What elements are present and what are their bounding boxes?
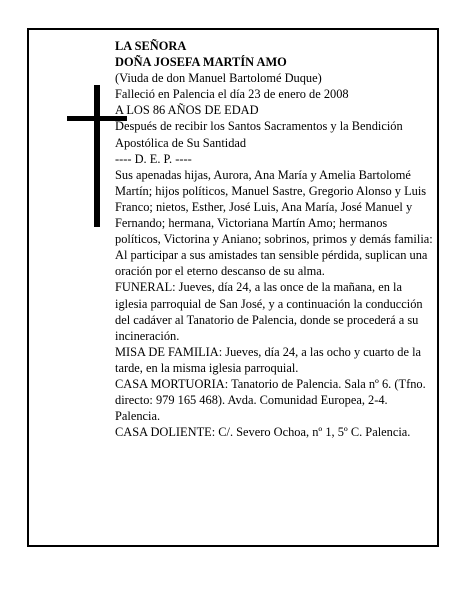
death-date: Falleció en Palencia el día 23 de enero de 2008 — [115, 87, 349, 102]
mourning-house-info: CASA DOLIENTE: C/. Severo Ochoa, nº 1, 5º C. Palencia. — [115, 425, 411, 440]
funeral-info: FUNERAL: Jueves, día 24, a las once de la mañana, en la iglesia parroquial de San José, y a continuación la conducción del cadáver al Tanatorio de Palencia, donde se procederá a su incineración. — [115, 280, 423, 343]
family-list: Sus apenadas hijas, Aurora, Ana María y Amelia Bartolomé Martín; hijos políticos, Manuel Sastre, Gregorio Alonso y Luis Franco; nietos, Esther, José Luis, Ana María, José Manuel y Fernando; hermana, Victoriana Martín Amo; hermanos políticos, Victorina y Aniano; sobrinos, primos y demás familia: — [115, 167, 433, 247]
sacraments-line: Después de recibir los Santos Sacramentos y la Bendición Apostólica de Su Santidad — [115, 119, 403, 150]
deceased-name: DOÑA JOSEFA MARTÍN AMO — [115, 55, 287, 70]
prayer-request: Al participar a sus amistades tan sensible pérdida, suplican una oración por el eterno descanso de su alma. — [115, 248, 428, 279]
widow-of: (Viuda de don Manuel Bartolomé Duque) — [115, 71, 322, 86]
funeral-home-info: CASA MORTUORIA: Tanatorio de Palencia. Sala nº 6. (Tfno. directo: 979 165 468). Avda. Comunidad Europea, 2-4. Palencia. — [115, 376, 426, 424]
cross-icon — [94, 85, 100, 227]
family-mass-info: MISA DE FAMILIA: Jueves, día 24, a las ocho y cuarto de la tarde, en la misma iglesia parroquial. — [115, 344, 422, 375]
obituary-title: LA SEÑORA — [115, 39, 187, 53]
rip-line: ---- D. E. P. ---- — [115, 151, 192, 166]
age-line: A LOS 86 AÑOS DE EDAD — [115, 103, 259, 118]
obituary-text — [115, 38, 435, 440]
